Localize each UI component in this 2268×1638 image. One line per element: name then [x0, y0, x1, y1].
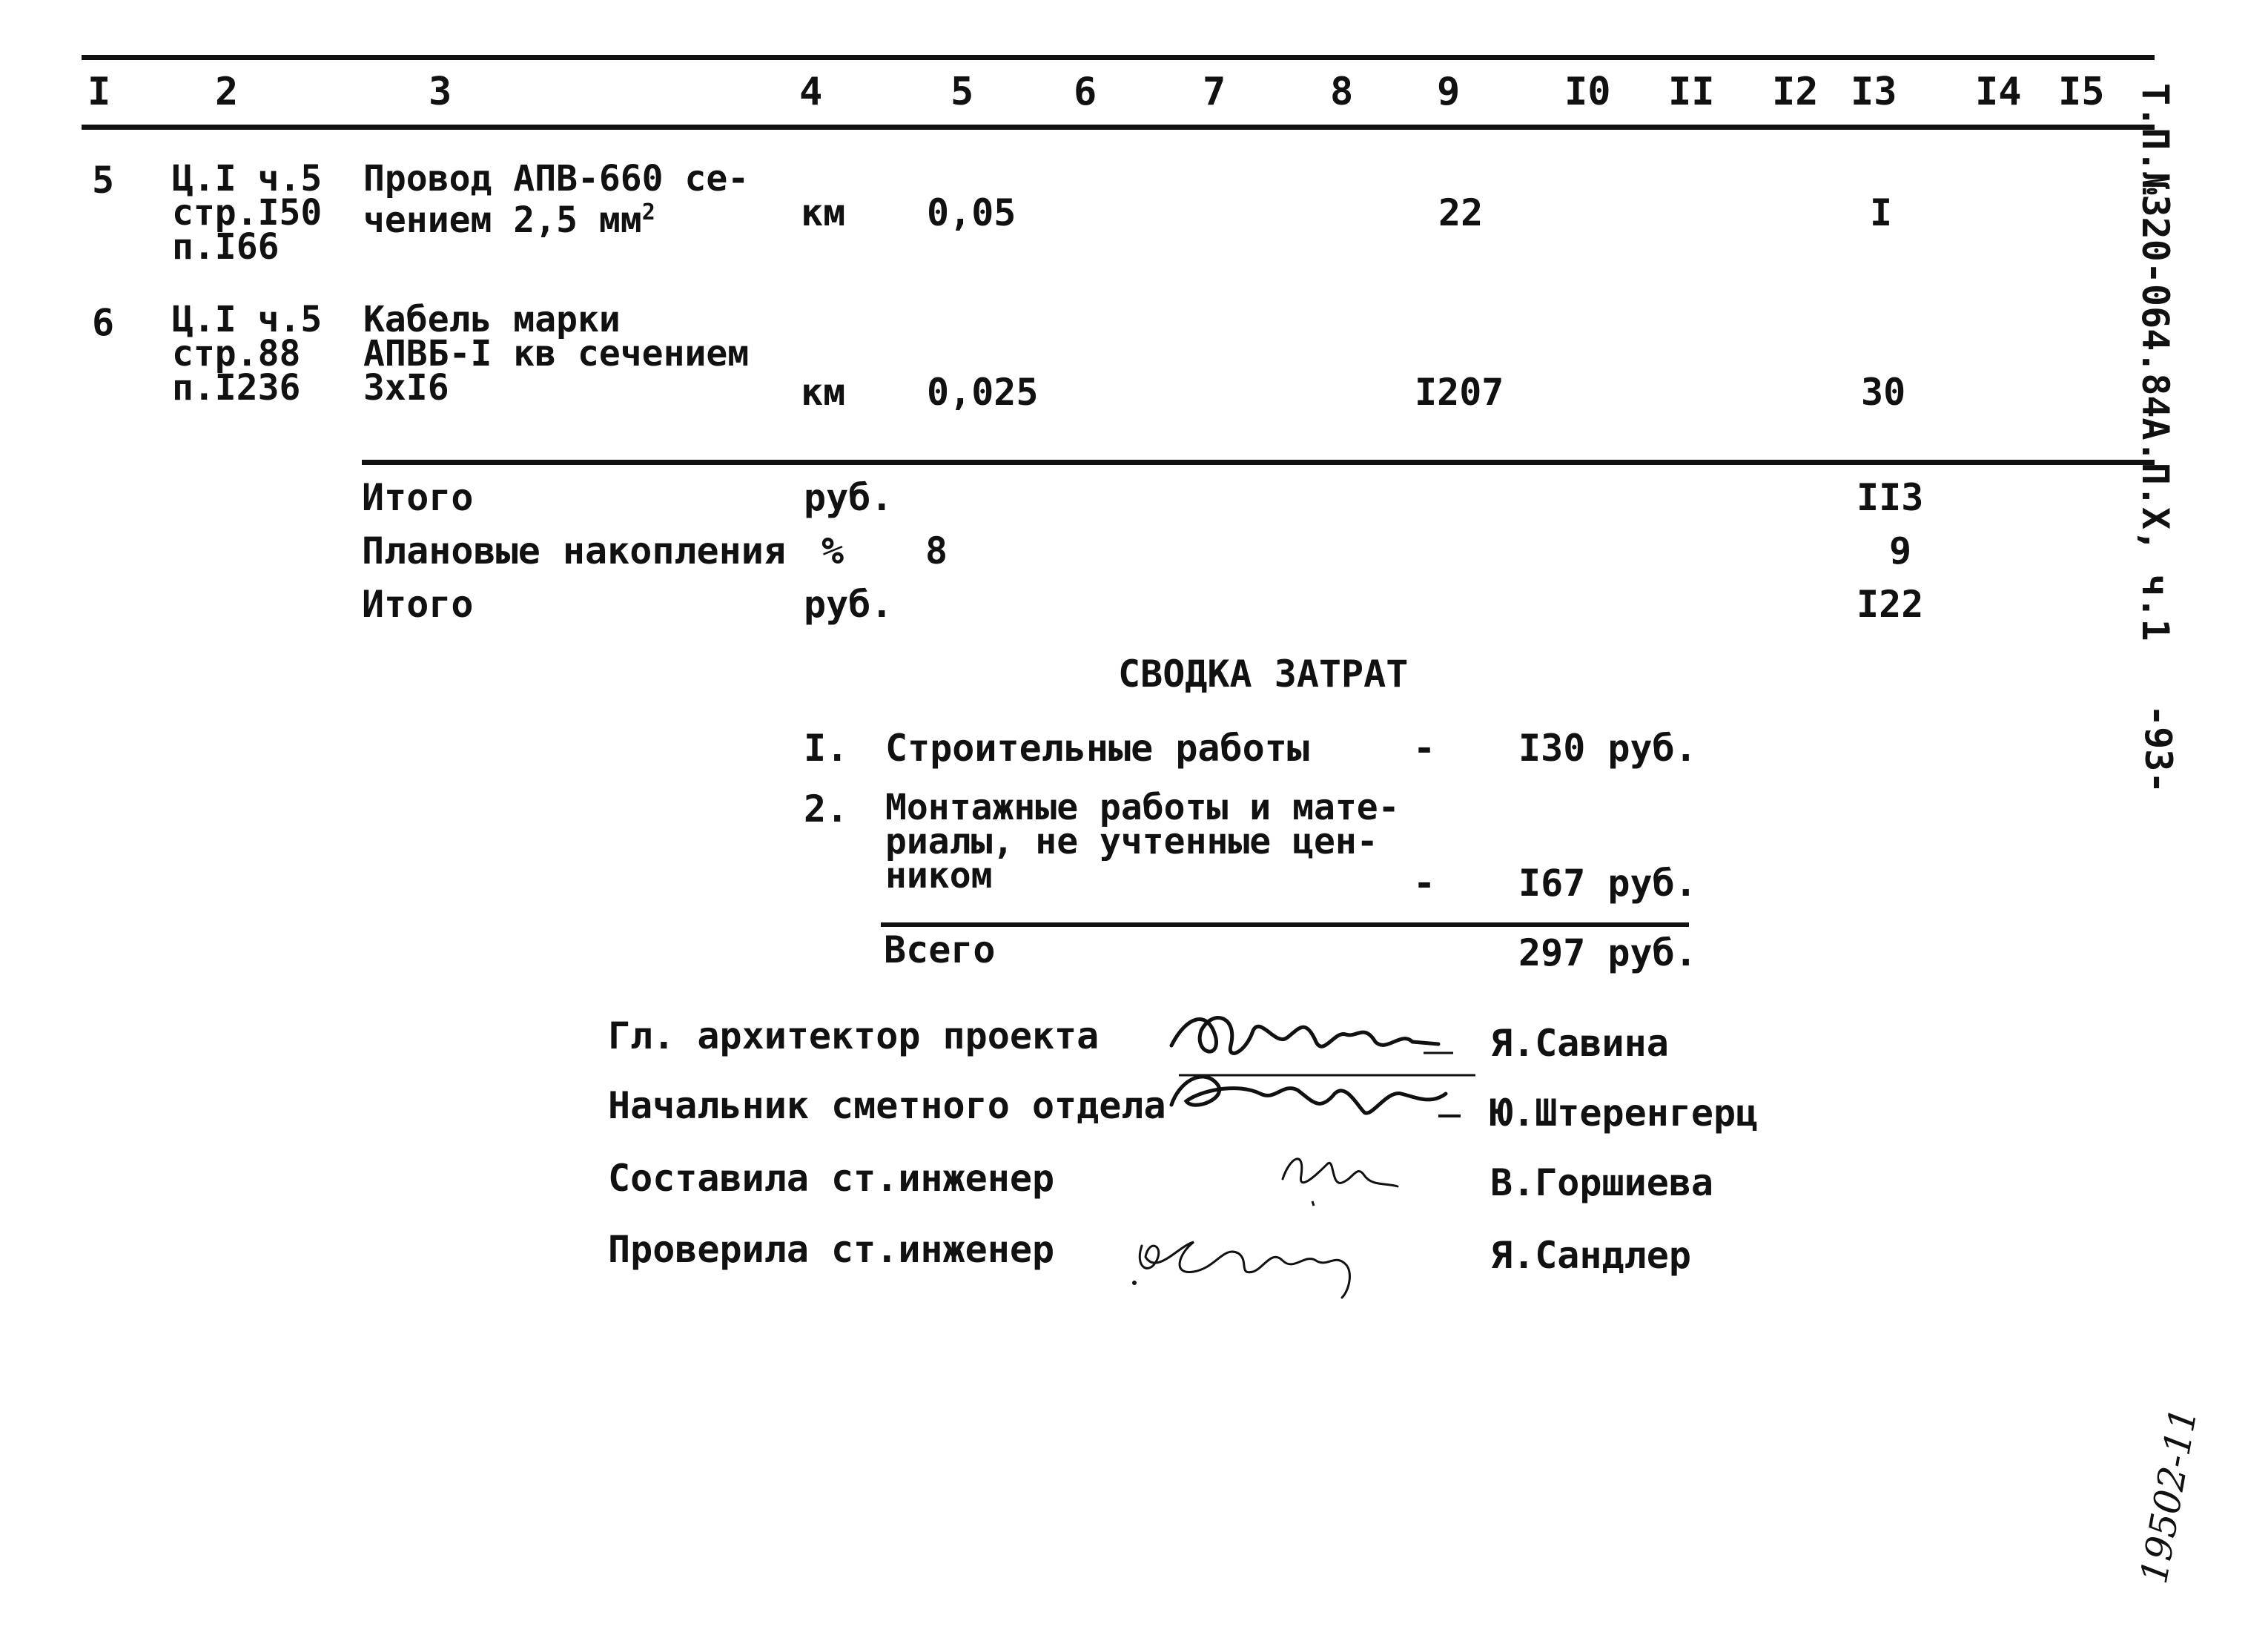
summary-title: СВОДКА ЗАТРАТ: [1118, 653, 1409, 696]
reference-line: стр.88: [172, 333, 301, 374]
header-rule: [82, 125, 2155, 130]
quantity: 0,05: [927, 191, 1016, 234]
signer-name: Я.Савина: [1490, 1022, 1669, 1065]
summary-item-number: 2.: [804, 787, 849, 830]
column-header: II: [1668, 70, 1715, 114]
signature-sandler: [1127, 1216, 1394, 1305]
column-header: I5: [2058, 70, 2105, 114]
reference-line: стр.I50: [172, 192, 323, 234]
column-header: 9: [1437, 70, 1461, 114]
totals-rate: 8: [925, 529, 948, 572]
summary-total-amount: 297 руб.: [1518, 931, 1697, 974]
totals-unit: руб.: [804, 583, 893, 626]
signer-role: Гл. архитектор проекта: [608, 1014, 1100, 1057]
totals-unit: %: [821, 529, 844, 572]
item-name-line: Кабель марки: [363, 299, 621, 340]
summary-item-number: I.: [804, 727, 849, 770]
column-header: 8: [1330, 70, 1354, 114]
row-number: 6: [92, 301, 115, 344]
unit-price: I207: [1415, 371, 1504, 414]
item-name-line: 3xI6: [363, 367, 449, 409]
unit-price: 22: [1438, 191, 1484, 234]
summary-text-line: риалы, не учтенные цен-: [885, 821, 1378, 862]
total-cost: I: [1870, 191, 1893, 234]
column-header: I0: [1564, 70, 1611, 114]
totals-unit: руб.: [804, 476, 893, 519]
column-header: 6: [1074, 70, 1097, 114]
signer-role: Проверила ст.инженер: [608, 1228, 1055, 1271]
reference-line: п.I66: [172, 226, 280, 268]
summary-text-line: ником: [885, 855, 993, 896]
reference-line: Ц.I ч.5: [172, 158, 323, 199]
summary-dash: -: [1413, 862, 1436, 905]
reference-line: п.I236: [172, 367, 301, 409]
signer-role: Начальник сметного отдела: [608, 1084, 1166, 1127]
top-rule: [82, 55, 2155, 60]
reference-line: Ц.I ч.5: [172, 299, 323, 340]
signer-name: Ю.Штеренгерц: [1490, 1092, 1759, 1135]
summary-rule: [881, 922, 1689, 927]
summary-dash: -: [1413, 727, 1436, 770]
column-header: I3: [1851, 70, 1897, 114]
superscript: 2: [641, 199, 655, 225]
summary-total-label: Всего: [884, 928, 996, 971]
summary-amount: I30 руб.: [1518, 727, 1697, 770]
price-reference: [172, 158, 323, 268]
totals-value: I22: [1857, 583, 1924, 626]
signer-role: Составила ст.инженер: [608, 1157, 1055, 1200]
signature-shterengerts: [1164, 1060, 1475, 1127]
totals-value: 9: [1889, 529, 1912, 572]
column-header: 7: [1203, 70, 1226, 114]
totals-value: II3: [1857, 476, 1924, 519]
column-header: 3: [429, 70, 452, 114]
column-header: 2: [215, 70, 239, 114]
column-header: I4: [1975, 70, 2022, 114]
column-header: I2: [1772, 70, 1819, 114]
column-header: I: [87, 70, 111, 114]
item-name: [363, 158, 750, 241]
document-code: Т.П.№320-064.84А.П.Х, ч.1: [2134, 83, 2177, 641]
totals-label: Итого: [362, 583, 474, 626]
quantity: 0,025: [927, 371, 1039, 414]
signature-gorshieva: [1260, 1142, 1409, 1209]
item-name-line: АПВБ-I кв сечением: [363, 333, 750, 374]
totals-label: Плановые накопления: [362, 529, 786, 572]
price-reference: [172, 299, 323, 409]
summary-text-line: Монтажные работы и мате-: [885, 787, 1400, 828]
page-number: -93-: [2137, 704, 2180, 794]
total-cost: 30: [1861, 371, 1906, 414]
totals-rule: [362, 460, 2155, 465]
summary-item-text: [885, 787, 1400, 896]
signer-name: Я.Сандлер: [1490, 1234, 1691, 1277]
unit: км: [801, 371, 846, 414]
item-name-line: Провод АПВ-660 се-: [363, 158, 750, 199]
row-number: 5: [92, 159, 115, 202]
signer-name: В.Горшиева: [1490, 1161, 1714, 1204]
item-name-line: чением 2,5 мм: [363, 199, 642, 241]
summary-item-text: Строительные работы: [885, 727, 1309, 770]
summary-amount: I67 руб.: [1518, 862, 1697, 905]
column-header: 5: [950, 70, 974, 114]
totals-label: Итого: [362, 476, 474, 519]
archive-number: 19502-11: [2132, 1404, 2206, 1588]
unit: км: [801, 191, 846, 234]
column-header: 4: [799, 70, 823, 114]
item-name: [363, 299, 750, 409]
